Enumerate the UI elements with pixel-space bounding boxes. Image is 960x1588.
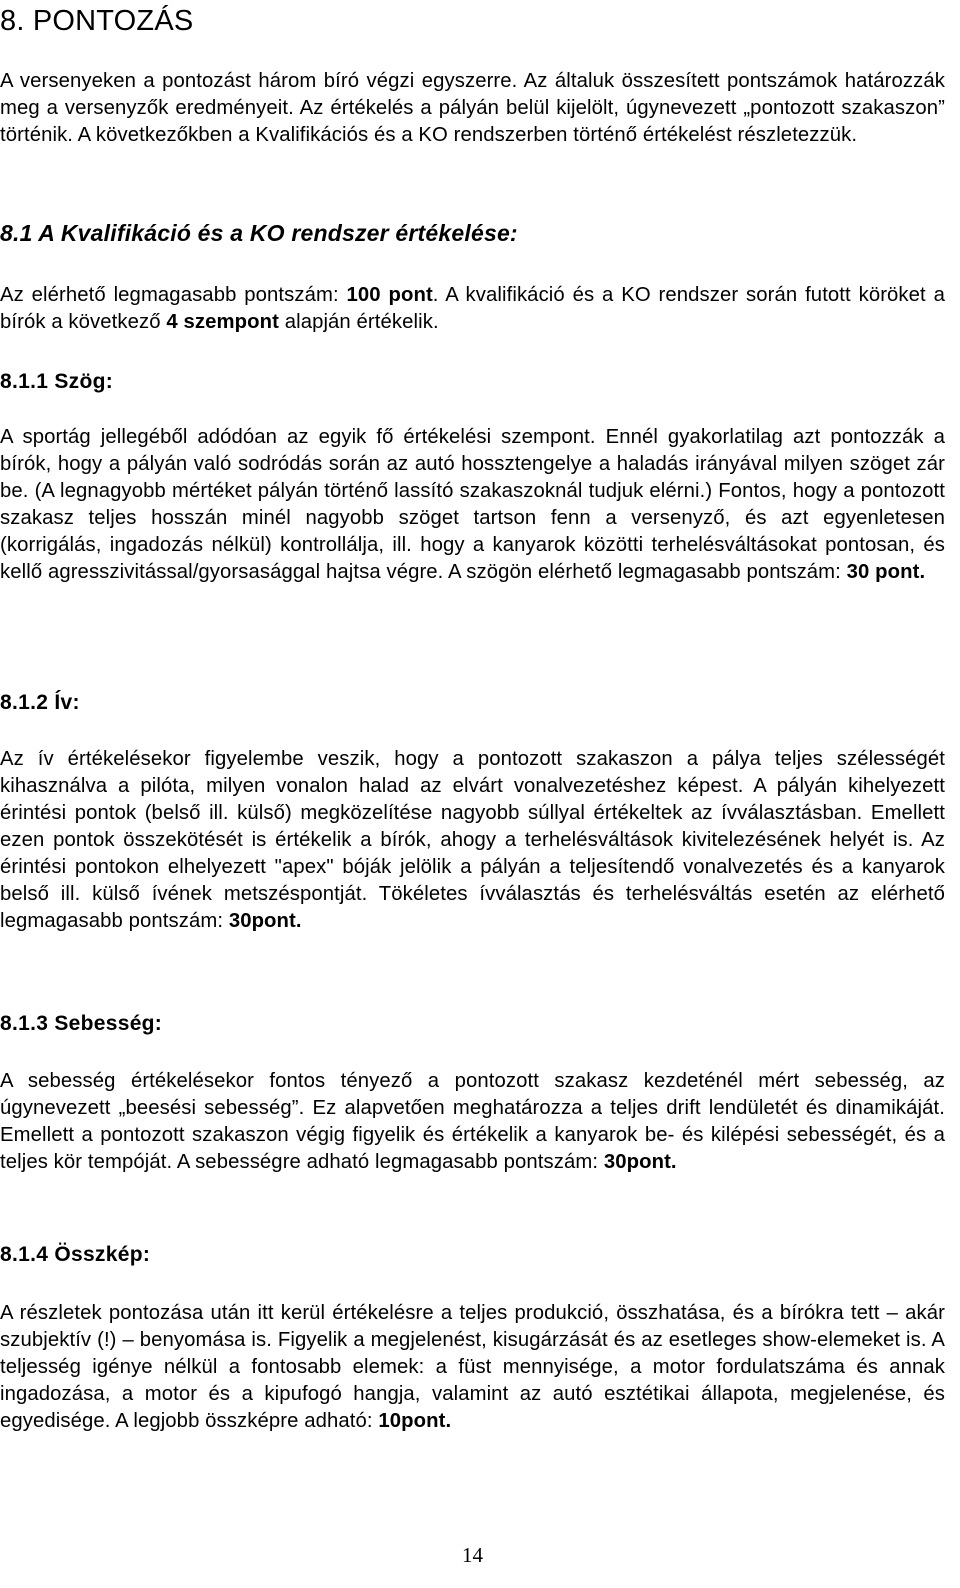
subsection-heading-sebesseg: 8.1.3 Sebesség: [0, 1012, 163, 1035]
sebesseg-paragraph [0, 1068, 945, 1176]
subsection-heading-szog: 8.1.1 Szög: [0, 370, 113, 393]
section-paragraph [0, 282, 945, 336]
subsection-heading-iv: 8.1.2 Ív: [0, 691, 80, 714]
intro-paragraph: A versenyeken a pontozást három bíró végzi egyszerre. Az általuk összesített pontszámok határozzák meg a versenyzők eredményeit. Az értékelés a pályán belül kijelölt, úgynevezett „pontozott szakaszon” történik. A következőkben a Kvalifikációs és a KO rendszerben történő értékelést részletezzük. [0, 70, 945, 146]
szog-text: A sportág jellegéből adódóan az egyik fő értékelési szempont. Ennél gyakorlatilag azt pontozzák a bírók, hogy a pályán való sodródás során az autó hossztengelye a haladás irányával milyen szöget zár be. (A legnagyobb mértéket pályán történő lassító szakaszoknál tudjuk elérni.) Fontos, hogy a pontozott szakasz teljes hosszán minél nagyobb szöget tartson fenn a versenyző, és azt egyenletesen (korrigálás, ingadozás nélkül) kontrollálja, ill. hogy a kanyarok közötti terhelésváltásokat pontosan, és kellő agresszivitással/gyorsasággal hajtsa végre. A szögön elérhető legmagasabb pontszám: [0, 426, 945, 583]
max-score-text: Az elérhető legmagasabb pontszám: [0, 284, 347, 306]
szog-score: 30 pont. [846, 561, 926, 583]
osszkep-text: A részletek pontozása után itt kerül értékelésre a teljes produkció, összhatása, és a bírókra tett – akár szubjektív (!) – benyomása is. Figyelik a megjelenést, kisugárzását és az esetleges show-elemeket is. A teljesség igénye nélkül a fontosabb elemek: a füst mennyisége, a motor fordulatszáma és annak ingadozása, a motor és a kipufogó hangja, valamint az autó esztétikai állapota, megjelenése, és egyedisége. A legjobb összképre adható: [0, 1302, 945, 1432]
criteria-count: 4 szempont [166, 311, 279, 333]
page-title: 8. PONTOZÁS [0, 5, 194, 37]
iv-text: Az ív értékelésekor figyelembe veszik, hogy a pontozott szakaszon a pálya teljes szélességét kihasználva a pilóta, milyen vonalon halad az elvárt vonalvezetéshez képest. A pályán kihelyezett érintési pontok (belső ill. külső) megközelítése nagyobb súllyal értékeltek az ívválasztásban. Emellett ezen pontok összekötését is értékelik a bírók, ahogy a terhelésváltások kivitelezésének helyét is. Az érintési pontokon elhelyezett "apex" bóják jelölik a pályán a teljesítendő vonalvezetés és a kanyarok belső ill. külső ívének metszéspontját. Tökéletes ívválasztás és terhelésváltás esetén az elérhető legmagasabb pontszám: [0, 748, 945, 932]
sebesseg-score: 30pont. [603, 1151, 677, 1173]
osszkep-score: 10pont. [378, 1410, 452, 1432]
max-score-value: 100 pont [346, 284, 433, 306]
szog-paragraph [0, 424, 945, 586]
osszkep-paragraph [0, 1300, 945, 1435]
subsection-heading-osszkep: 8.1.4 Összkép: [0, 1243, 151, 1266]
sebesseg-text: A sebesség értékelésekor fontos tényező a pontozott szakasz kezdeténél mért sebesség, az úgynevezett „beesési sebesség”. Ez alapvetően meghatározza a teljes drift lendületét és dinamikáját. Emellett a pontozott szakaszon végig figyelik és értékelik a kanyarok be- és kilépési sebességét, és a teljes kör tempóját. A sebességre adható legmagasabb pontszám: [0, 1070, 945, 1173]
criteria-text: . A kvalifikáció és a KO rendszer során futott köröket a bírók a következő [0, 284, 945, 333]
page-number: 14 [462, 1543, 483, 1567]
section-heading: 8.1 A Kvalifikáció és a KO rendszer értékelése: [0, 220, 518, 246]
criteria-text-end: alapján értékelik. [278, 311, 439, 333]
iv-score: 30pont. [228, 910, 302, 932]
iv-paragraph [0, 746, 945, 935]
